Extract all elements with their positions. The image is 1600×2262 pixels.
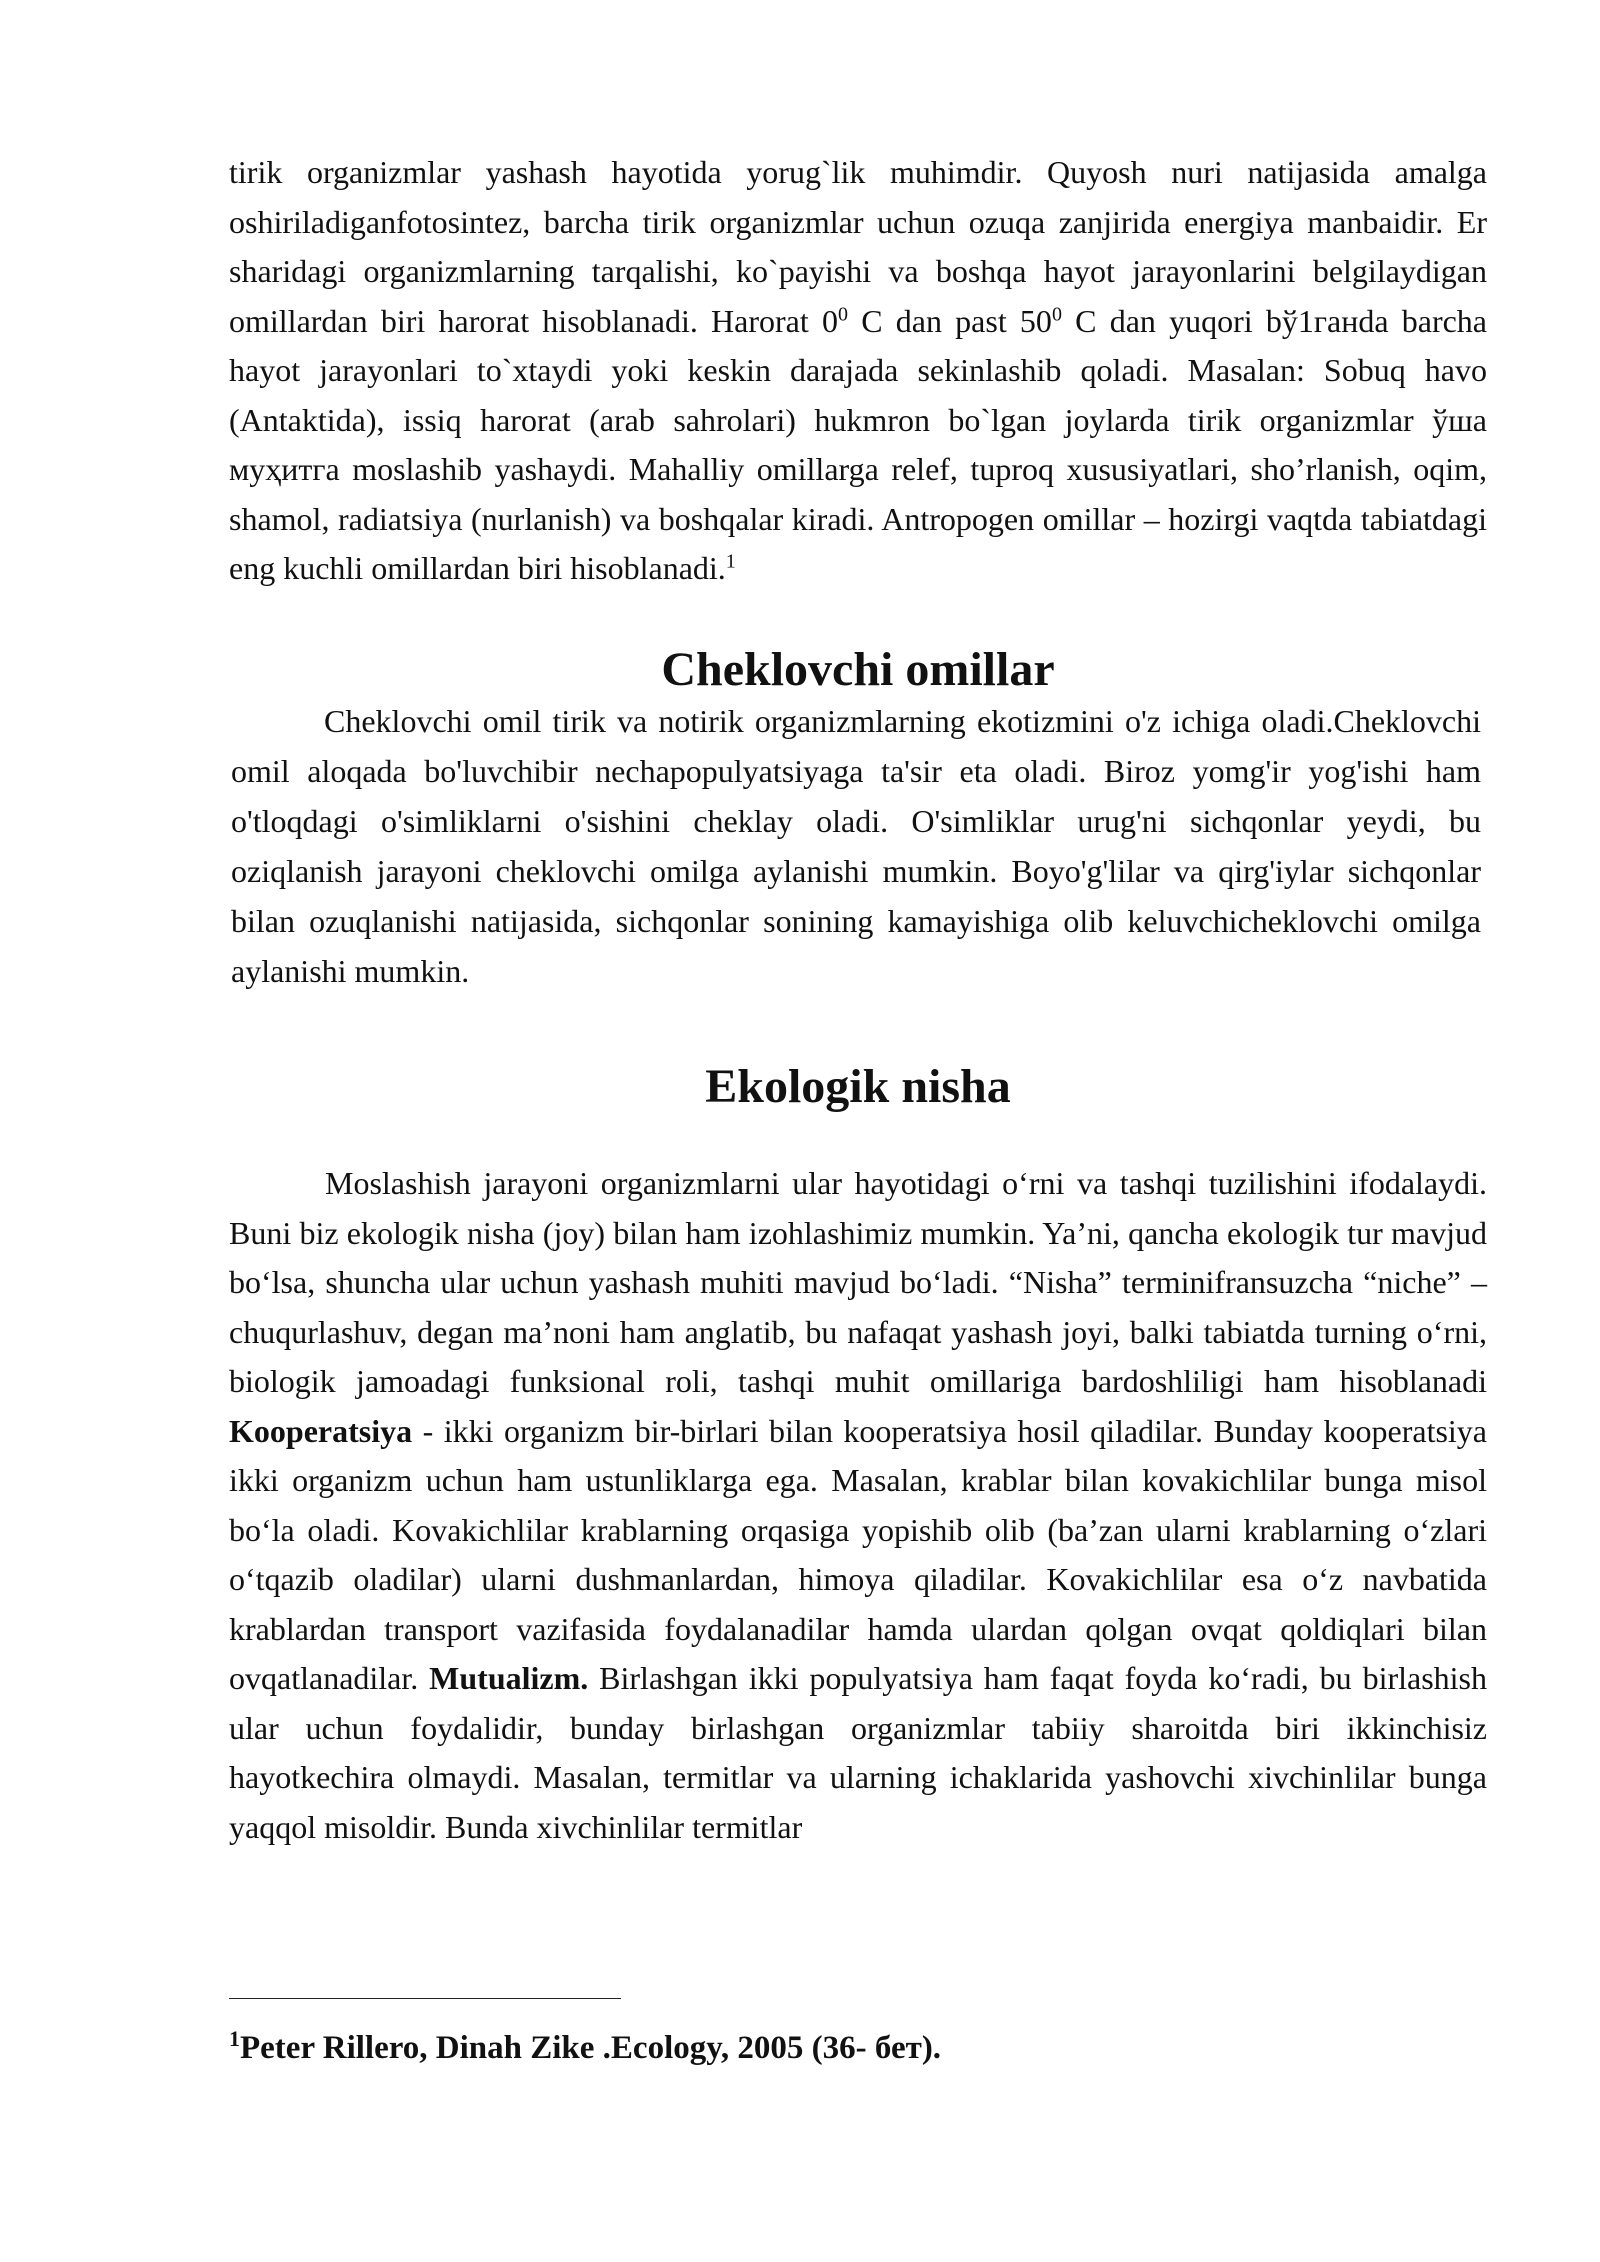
footnote-text: Peter Rillero, Dinah Zike .Ecology, 2005 (36- бет). xyxy=(240,2030,942,2066)
paragraph-text: Birlashgan ikki populyatsiya ham faqat foyda ko‘radi, bu birlashish ular uchun foydalidir, bunday birlashgan organizmlar tabiiy sharoitda biri ikkinchisiz hayotkechira olmaydi. Masalan, termitlar va ularning ichaklarida yashovchi xivchinlilar bunga yaqqol misoldir. Bunda xivchinlilar termitlar xyxy=(229,1660,1488,1845)
footnote-marker: 1 xyxy=(229,2026,240,2051)
section-heading-ecological-niche: Ekologik nisha xyxy=(705,1060,1011,1113)
footnote-separator xyxy=(229,1998,621,1999)
superscript-degree: 0 xyxy=(837,302,848,325)
term-cooperation: Kooperatsiya xyxy=(229,1412,413,1449)
paragraph-text: C dan yuqori bў1ганda barcha hayot jarayonlari to`xtaydi yoki keskin darajada sekinlashib qoladi. Masalan: Sobuq havo (Antaktida), issiq harorat (arab sahrolari) hukmron bo`lgan joylarda tirik organizmlar ўша муҳитга moslashib yashaydi. Mahalliy omillarga relef, tuproq xususiyatlari, sho’rlanish, oqim, shamol, radiatsiya (nurlanish) va boshqalar kiradi. Antropogen omillar – hozirgi vaqtda tabiatdagi eng kuchli omillardan biri hisoblanadi. xyxy=(229,302,1488,586)
footnote xyxy=(229,2024,1487,2072)
section-heading-limiting-factors: Cheklovchi omillar xyxy=(661,643,1055,696)
footnote-reference[interactable]: 1 xyxy=(725,550,736,573)
paragraph-text: tirik organizmlar yashash hayotida yorug`lik muhimdir. Quyosh nuri natijasida amalga oshiriladiganfotosintez, barcha tirik organizmlar uchun ozuqa zanjirida energiya manbaidir. Er sharidagi organizmlarning tarqalishi, ko`payishi va boshqa hayot jarayonlarini belgilaydigan omillardan biri harorat hisoblanadi. Harorat 0 xyxy=(229,154,1487,339)
paragraph-text: Moslashish jarayoni organizmlarni ular hayotidagi o‘rni va tashqi tuzilishini ifodalaydi. Buni biz ekologik nisha (joy) bilan ham izohlashimiz mumkin. Ya’ni, qancha ekologik tur mavjud bo‘lsa, shuncha ular uchun yashash muhiti mavjud bo‘ladi. “Nisha” terminifransuzcha “niche” – chuqurlashuv, degan ma’noni ham anglatib, bu nafaqat yashash joyi, balki tabiatda turning o‘rni, biologik jamoadagi funksional roli, tashqi muhit omillariga bardoshliligi ham hisoblanadi xyxy=(229,1165,1487,1399)
paragraph-text: C dan past 50 xyxy=(847,302,1052,339)
paragraph-text: - ikki organizm bir-birlari bilan kooperatsiya hosil qiladilar. Bunday kooperatsiya ikki organizm uchun ham ustunliklarga ega. Masalan, krablar bilan kovakichlilar bunga misol bo‘la oladi. Kovakichlilar krablarning orqasiga yopishib olib (ba’zan ularni krablarning o‘zlari o‘tqazib oladilar) ularni dushmanlardan, himoya qiladilar. Kovakichlilar esa o‘z navbatida krablardan transport vazifasida foydalanadilar hamda ulardan qolgan ovqat qoldiqlari bilan ovqatlanadilar. xyxy=(229,1412,1487,1696)
paragraph-limiting-factors: Cheklovchi omil tirik va notirik organizmlarning ekotizmini o'z ichiga oladi.Cheklovchi omil aloqada bo'luvchibir nechapopulyatsiyaga ta'sir eta oladi. Biroz yomg'ir yog'ishi ham o'tloqdagi o'simliklarni o'sishini cheklay oladi. O'simliklar urug'ni sichqonlar yeydi, bu oziqlanish jarayoni cheklovchi omilga aylanishi mumkin. Boyo'g'lilar va qirg'iylar sichqonlar bilan ozuqlanishi natijasida, sichqonlar sonining kamayishiga olib keluvchicheklovchi omilga aylanishi mumkin. xyxy=(231,703,1481,989)
term-mutualism: Mutualizm. xyxy=(429,1660,589,1696)
paragraph-ecological-niche xyxy=(229,1159,1487,1852)
superscript-degree: 0 xyxy=(1051,302,1062,325)
paragraph-environmental-factors xyxy=(229,148,1487,594)
